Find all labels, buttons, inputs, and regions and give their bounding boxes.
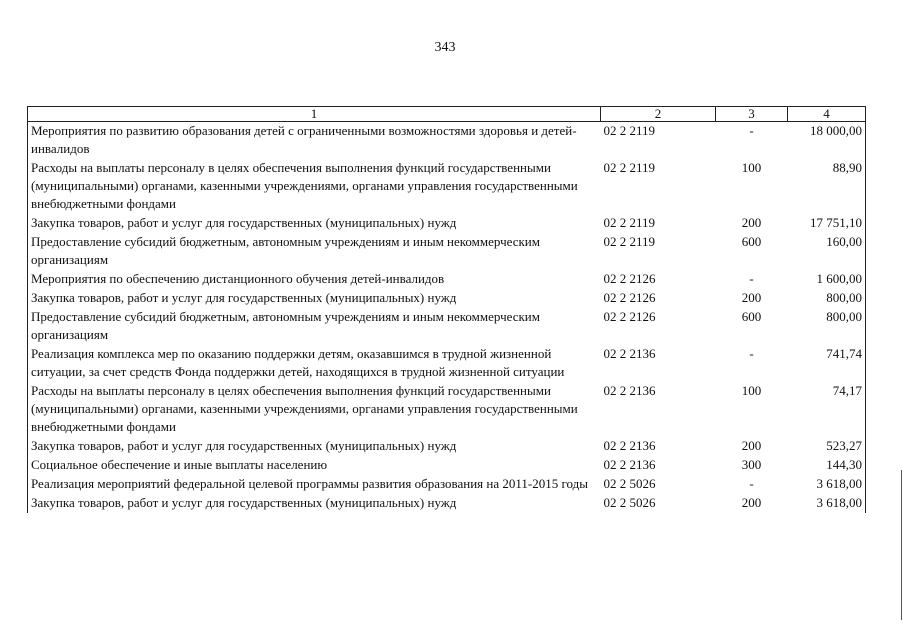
table-row	[28, 159, 866, 214]
row-name: Расходы на выплаты персоналу в целях обеспечения выполнения функций государственными (муниципальными) органами, казенными учреждениями, органами управления государственными внебюджетными фондами	[28, 159, 601, 214]
row-name: Социальное обеспечение и иные выплаты населению	[28, 456, 601, 475]
row-type: 600	[741, 309, 762, 324]
row-amount: 1 600,00	[788, 270, 866, 289]
row-amount: 3 618,00	[788, 475, 866, 494]
row-name: Реализация комплекса мер по оказанию поддержки детям, оказавшимся в трудной жизненной ситуации, за счет средств Фонда поддержки детей, находящихся в трудной жизненной ситуации	[28, 345, 601, 382]
row-name: Предоставление субсидий бюджетным, автономным учреждениям и иным некоммерческим организациям	[28, 233, 601, 270]
row-amount: 144,30	[788, 456, 866, 475]
row-type: 100	[741, 383, 762, 398]
table-row	[28, 437, 866, 456]
row-code: 02 2 2126	[603, 309, 656, 324]
row-type: 200	[741, 290, 762, 305]
table-row	[28, 233, 866, 270]
row-name: Мероприятия по обеспечению дистанционного обучения детей-инвалидов	[28, 270, 601, 289]
row-name: Предоставление субсидий бюджетным, автономным учреждениям и иным некоммерческим организациям	[28, 308, 601, 345]
table-row	[28, 494, 866, 513]
row-code: 02 2 2136	[603, 438, 656, 453]
table-row	[28, 308, 866, 345]
row-name: Реализация мероприятий федеральной целевой программы развития образования на 2011-2015 годы	[28, 475, 601, 494]
row-amount: 160,00	[788, 233, 866, 270]
row-type: -	[749, 476, 754, 491]
budget-table	[27, 106, 866, 513]
row-code: 02 2 2126	[603, 271, 656, 286]
row-type: 300	[741, 457, 762, 472]
row-type: 200	[741, 438, 762, 453]
row-code: 02 2 2119	[603, 234, 656, 249]
table-body	[28, 122, 866, 514]
row-amount: 741,74	[788, 345, 866, 382]
row-name: Мероприятия по развитию образования детей с ограниченными возможностями здоровья и детей-инвалидов	[28, 122, 601, 160]
row-type: 200	[741, 215, 762, 230]
row-amount: 523,27	[788, 437, 866, 456]
table-row	[28, 214, 866, 233]
row-name: Закупка товаров, работ и услуг для государственных (муниципальных) нужд	[28, 214, 601, 233]
row-amount: 18 000,00	[788, 122, 866, 160]
row-name: Закупка товаров, работ и услуг для государственных (муниципальных) нужд	[28, 494, 601, 513]
column-header-1: 1	[28, 107, 601, 122]
row-code: 02 2 5026	[603, 495, 656, 510]
column-header-2: 2	[601, 107, 716, 122]
row-amount: 800,00	[788, 308, 866, 345]
row-amount: 74,17	[788, 382, 866, 437]
row-type: -	[749, 346, 754, 361]
row-code: 02 2 2119	[603, 160, 656, 175]
scan-edge-line	[901, 470, 902, 620]
row-amount: 800,00	[788, 289, 866, 308]
row-code: 02 2 2119	[603, 123, 656, 138]
row-code: 02 2 2119	[603, 215, 656, 230]
row-code: 02 2 5026	[603, 476, 656, 491]
table-row	[28, 122, 866, 160]
table-row	[28, 345, 866, 382]
table-row	[28, 456, 866, 475]
row-type: -	[749, 123, 754, 138]
row-amount: 17 751,10	[788, 214, 866, 233]
row-name: Закупка товаров, работ и услуг для государственных (муниципальных) нужд	[28, 289, 601, 308]
row-amount: 3 618,00	[788, 494, 866, 513]
table-row	[28, 289, 866, 308]
row-name: Закупка товаров, работ и услуг для государственных (муниципальных) нужд	[28, 437, 601, 456]
row-type: 200	[741, 495, 762, 510]
row-code: 02 2 2136	[603, 346, 656, 361]
page-number: 343	[434, 40, 456, 55]
row-name: Расходы на выплаты персоналу в целях обеспечения выполнения функций государственными (муниципальными) органами, казенными учреждениями, органами управления государственными внебюджетными фондами	[28, 382, 601, 437]
row-code: 02 2 2136	[603, 457, 656, 472]
row-code: 02 2 2126	[603, 290, 656, 305]
row-type: 100	[741, 160, 762, 175]
column-header-4: 4	[788, 107, 866, 122]
header-row	[28, 107, 866, 122]
row-type: -	[749, 271, 754, 286]
table-row	[28, 270, 866, 289]
row-code: 02 2 2136	[603, 383, 656, 398]
table-row	[28, 382, 866, 437]
table-row	[28, 475, 866, 494]
row-amount: 88,90	[788, 159, 866, 214]
column-header-3: 3	[716, 107, 788, 122]
row-type: 600	[741, 234, 762, 249]
